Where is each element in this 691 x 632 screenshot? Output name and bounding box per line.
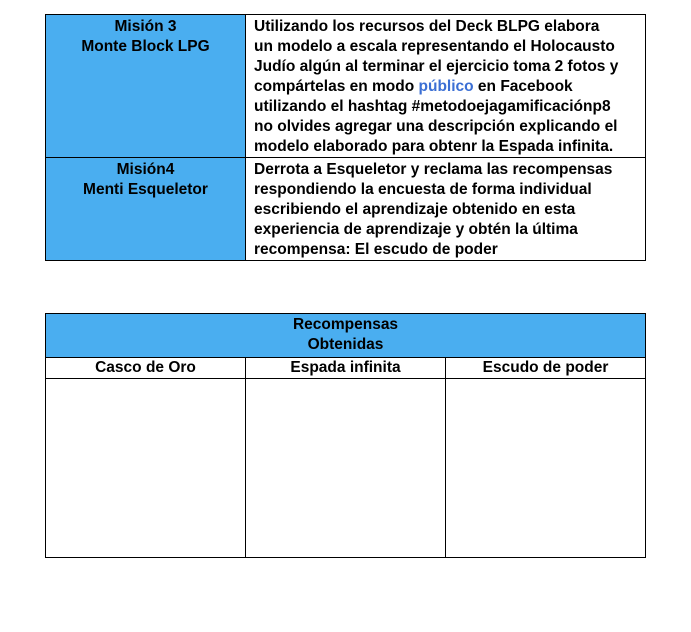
mission-name: Menti Esqueletor [83, 181, 208, 198]
rewards-title [46, 314, 646, 358]
reward-cell-golden-helmet[interactable] [46, 379, 246, 558]
reward-header-infinite-sword: Espada infinita [246, 358, 446, 379]
description-line: experiencia de aprendizaje y obtén la última [254, 221, 578, 238]
description-text: en Facebook [473, 78, 573, 95]
mission-name: Monte Block LPG [81, 38, 210, 55]
mission-title-cell [46, 158, 246, 261]
mission-number: Misión 3 [114, 18, 177, 35]
reward-header-power-shield: Escudo de poder [446, 358, 646, 379]
description-line: recompensa: El escudo de poder [254, 241, 498, 258]
description-line [254, 77, 639, 97]
rewards-body-row [46, 379, 646, 558]
reward-cell-infinite-sword[interactable] [246, 379, 446, 558]
description-line: no olvides agregar una descripción explicando el [254, 118, 618, 135]
mission-title-cell [46, 15, 246, 158]
mission-description [246, 15, 646, 158]
rewards-header-row [46, 358, 646, 379]
missions-table [45, 14, 646, 261]
description-line: Derrota a Esqueletor y reclama las recompensas [254, 161, 613, 178]
description-line: modelo elaborado para obtenr la Espada infinita. [254, 138, 614, 155]
description-line: respondiendo la encuesta de forma individual [254, 181, 592, 198]
rewards-table [45, 313, 646, 558]
description-line: Judío algún al terminar el ejercicio toma 2 fotos y [254, 58, 619, 75]
description-line: Utilizando los recursos del Deck BLPG elabora [254, 18, 600, 35]
rewards-title-row [46, 314, 646, 358]
rewards-title-line: Obtenidas [307, 336, 384, 353]
description-line: utilizando el hashtag #metodoejagamificaciónp8 [254, 98, 611, 115]
mission-row [46, 15, 646, 158]
mission-description [246, 158, 646, 261]
description-line: un modelo a escala representando el Holocausto [254, 38, 615, 55]
rewards-title-line: Recompensas [292, 316, 399, 333]
reward-header-golden-helmet: Casco de Oro [46, 358, 246, 379]
description-text: compártelas en modo [254, 78, 419, 95]
description-line: escribiendo el aprendizaje obtenido en esta [254, 201, 576, 218]
mission-number: Misión4 [116, 161, 175, 178]
mission-row [46, 158, 646, 261]
public-link[interactable]: público [418, 78, 474, 95]
reward-cell-power-shield[interactable] [446, 379, 646, 558]
